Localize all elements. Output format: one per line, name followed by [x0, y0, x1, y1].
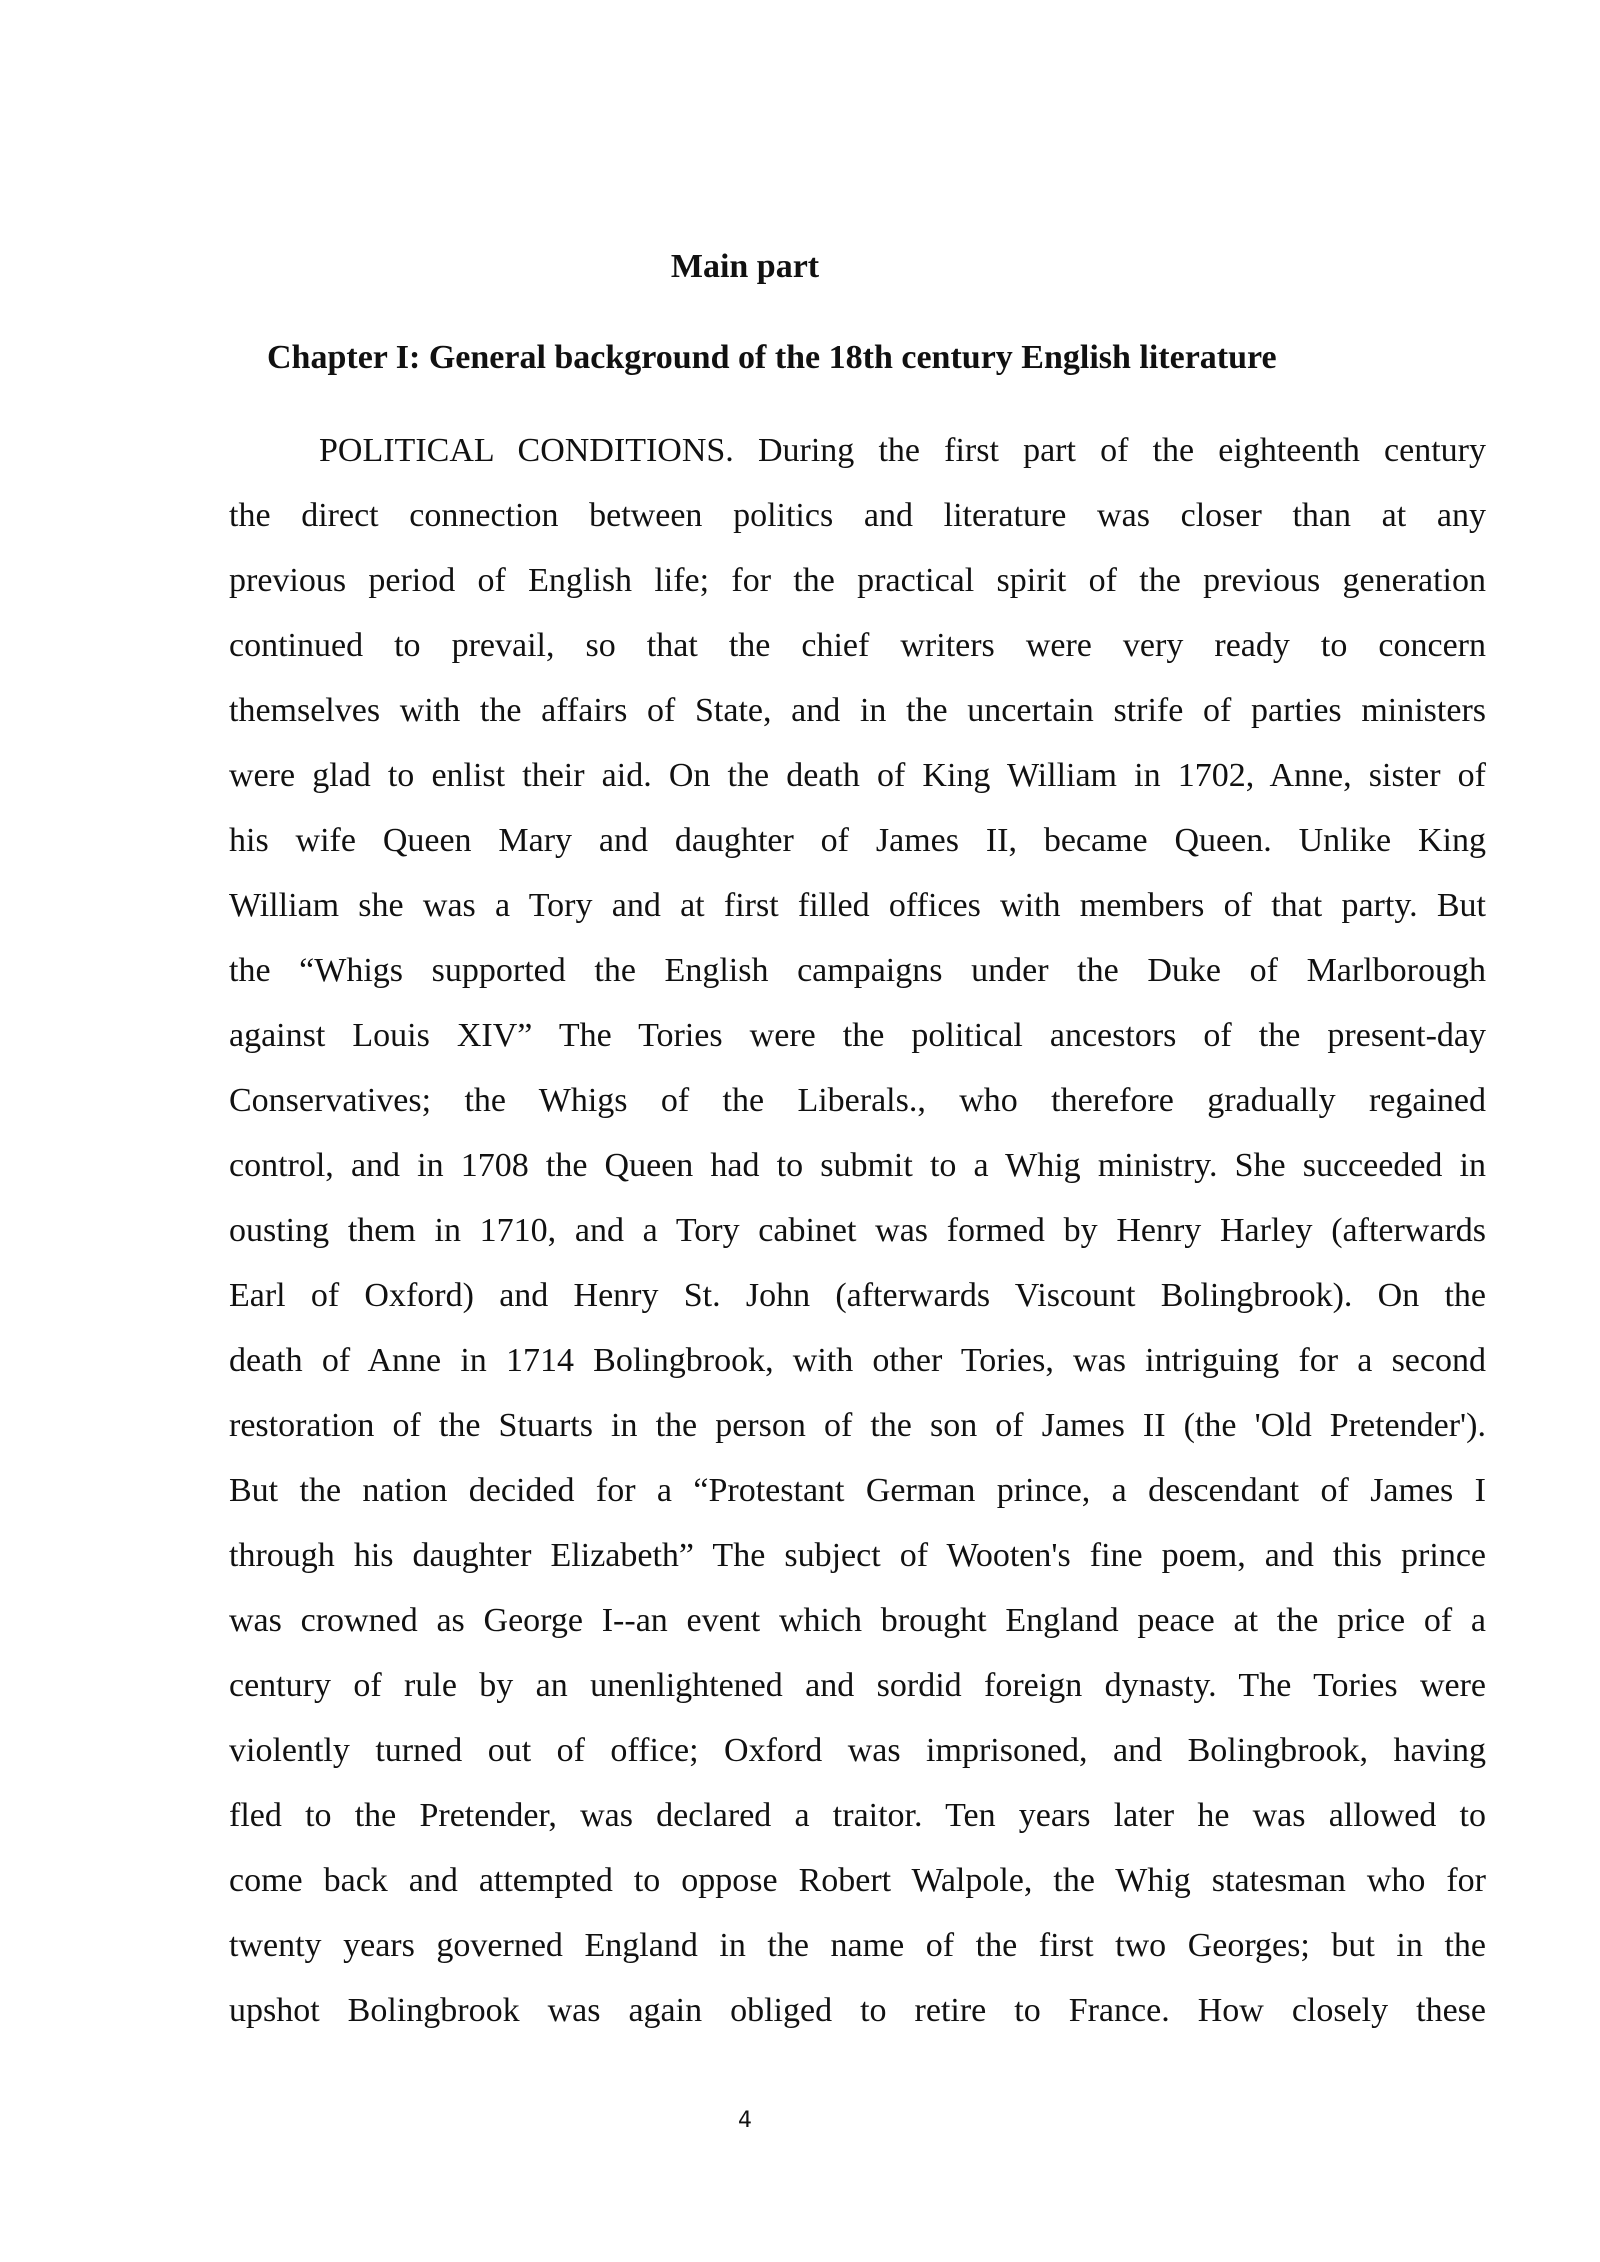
paragraph-line: restoration of the Stuarts in the person of the son of James II (the 'Old Pretender').: [229, 1407, 1486, 1444]
paragraph-line: Earl of Oxford) and Henry St. John (afterwards Viscount Bolingbrook). On the: [229, 1277, 1486, 1314]
paragraph-line: the “Whigs supported the English campaigns under the Duke of Marlborough: [229, 952, 1486, 989]
body-paragraph: [229, 428, 1486, 2053]
paragraph-line: was crowned as George I--an event which brought England peace at the price of a: [229, 1602, 1486, 1639]
paragraph-line: previous period of English life; for the practical spirit of the previous generation: [229, 562, 1486, 599]
paragraph-line: ousting them in 1710, and a Tory cabinet was formed by Henry Harley (afterwards: [229, 1212, 1486, 1249]
paragraph-line: century of rule by an unenlightened and sordid foreign dynasty. The Tories were: [229, 1667, 1486, 1704]
paragraph-line: themselves with the affairs of State, and in the uncertain strife of parties ministers: [229, 692, 1486, 729]
paragraph-line: his wife Queen Mary and daughter of James II, became Queen. Unlike King: [229, 822, 1486, 859]
paragraph-line: against Louis XIV” The Tories were the political ancestors of the present-day: [229, 1017, 1486, 1054]
paragraph-line: William she was a Tory and at first filled offices with members of that party. But: [229, 887, 1486, 924]
paragraph-line: through his daughter Elizabeth” The subject of Wooten's fine poem, and this prince: [229, 1537, 1486, 1574]
paragraph-line: upshot Bolingbrook was again obliged to retire to France. How closely these: [229, 1992, 1486, 2029]
paragraph-line: fled to the Pretender, was declared a traitor. Ten years later he was allowed to: [229, 1797, 1486, 1834]
paragraph-line: the direct connection between politics and literature was closer than at any: [229, 497, 1486, 534]
paragraph-line: death of Anne in 1714 Bolingbrook, with other Tories, was intriguing for a second: [229, 1342, 1486, 1379]
paragraph-line: twenty years governed England in the name of the first two Georges; but in the: [229, 1927, 1486, 1964]
chapter-title: Chapter I: General background of the 18th century English literature: [267, 339, 1277, 376]
paragraph-line: come back and attempted to oppose Robert Walpole, the Whig statesman who for: [229, 1862, 1486, 1899]
paragraph-line: But the nation decided for a “Protestant German prince, a descendant of James I: [229, 1472, 1486, 1509]
paragraph-line: violently turned out of office; Oxford was imprisoned, and Bolingbrook, having: [229, 1732, 1486, 1769]
main-title: Main part: [670, 248, 820, 285]
paragraph-line: continued to prevail, so that the chief writers were very ready to concern: [229, 627, 1486, 664]
paragraph-line: POLITICAL CONDITIONS. During the first part of the eighteenth century: [319, 432, 1486, 469]
page-number: 4: [738, 2108, 752, 2133]
paragraph-line: Conservatives; the Whigs of the Liberals., who therefore gradually regained: [229, 1082, 1486, 1119]
paragraph-line: were glad to enlist their aid. On the death of King William in 1702, Anne, sister of: [229, 757, 1486, 794]
paragraph-line: control, and in 1708 the Queen had to submit to a Whig ministry. She succeeded in: [229, 1147, 1486, 1184]
